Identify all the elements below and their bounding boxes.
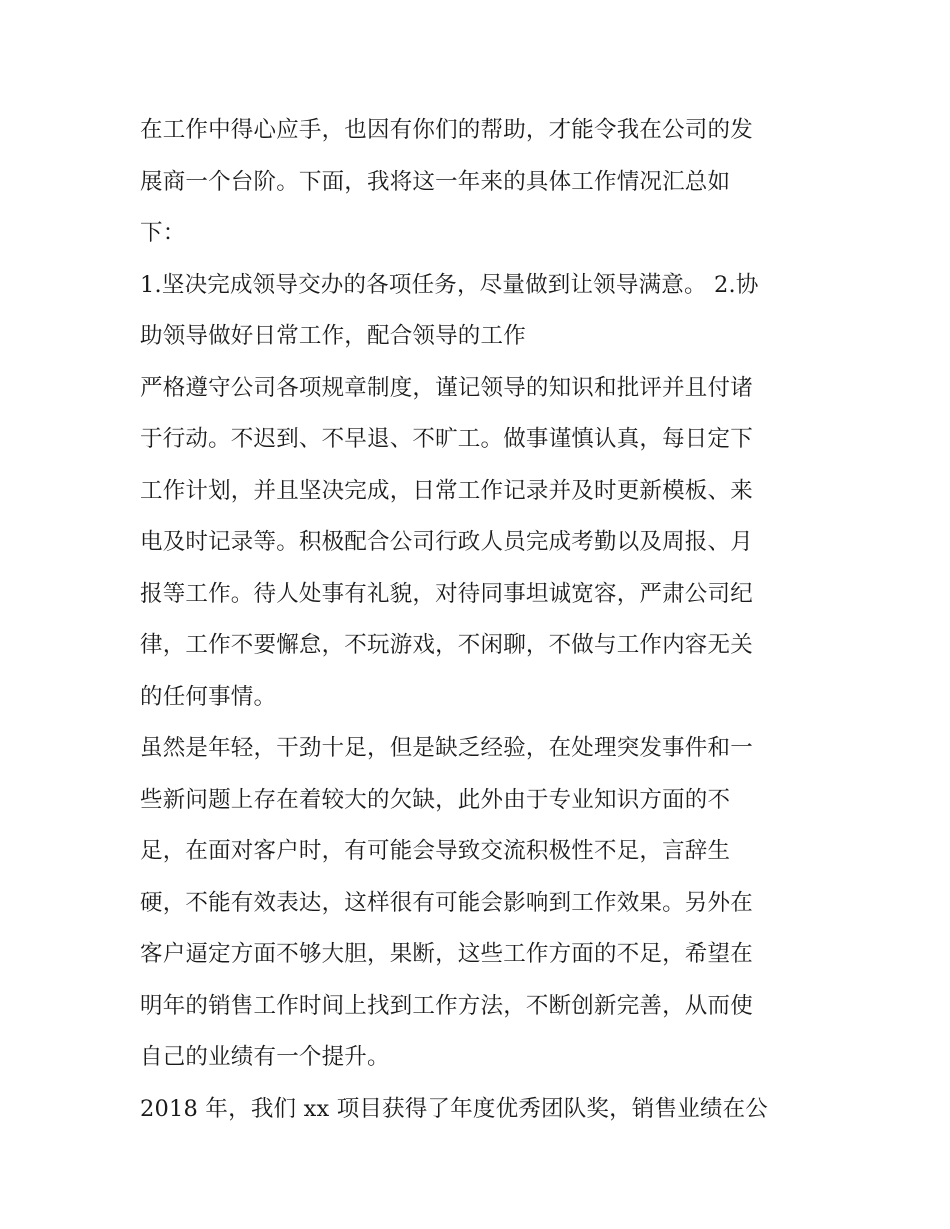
text-line: 虽然是年轻，干劲十足，但是缺乏经验，在处理突发事件和一 — [140, 735, 753, 761]
text-line: 1.坚决完成领导交办的各项任务，尽量做到让领导满意。 2.协 — [140, 271, 759, 298]
text-line: 律，工作不要懈怠，不玩游戏，不闲聊，不做与工作内容无关 — [140, 632, 753, 658]
text-line: 电及时记录等。积极配合公司行政人员完成考勤以及周报、月 — [140, 529, 753, 555]
text-line: 严格遵守公司各项规章制度，谨记领导的知识和批评并且付诸 — [140, 374, 753, 401]
text-line: 客户逼定方面不够大胆，果断，这些工作方面的不足，希望在 — [140, 941, 753, 967]
text-line: 展商一个台阶。下面，我将这一年来的具体工作情况汇总如 — [140, 168, 731, 195]
text-line: 在工作中得心应手，也因有你们的帮助，才能令我在公司的发 — [140, 117, 753, 143]
text-line: 于行动。不迟到、不早退、不旷工。做事谨慎认真，每日定下 — [140, 426, 753, 452]
text-line: 工作计划，并且坚决完成，日常工作记录并及时更新模板、来 — [140, 477, 753, 504]
text-line: 些新问题上存在着较大的欠缺，此外由于专业知识方面的不 — [140, 786, 731, 813]
text-line: 自己的业绩有一个提升。 — [140, 1044, 390, 1070]
text-line: 明年的销售工作时间上找到工作方法，不断创新完善，从而使 — [140, 992, 753, 1019]
text-line: 硬，不能有效表达，这样很有可能会影响到工作效果。另外在 — [140, 889, 753, 916]
text-line: 下： — [140, 220, 186, 246]
text-line: 2018 年，我们 xx 项目获得了年度优秀团队奖，销售业绩在公 — [140, 1095, 768, 1122]
text-line: 助领导做好日常工作，配合领导的工作 — [140, 323, 526, 349]
text-line: 报等工作。待人处事有礼貌，对待同事坦诚宽容，严肃公司纪 — [140, 580, 753, 607]
document-body — [140, 105, 820, 1135]
text-line: 足，在面对客户时，有可能会导致交流积极性不足，言辞生 — [140, 838, 731, 864]
text-line: 的任何事情。 — [140, 683, 277, 710]
